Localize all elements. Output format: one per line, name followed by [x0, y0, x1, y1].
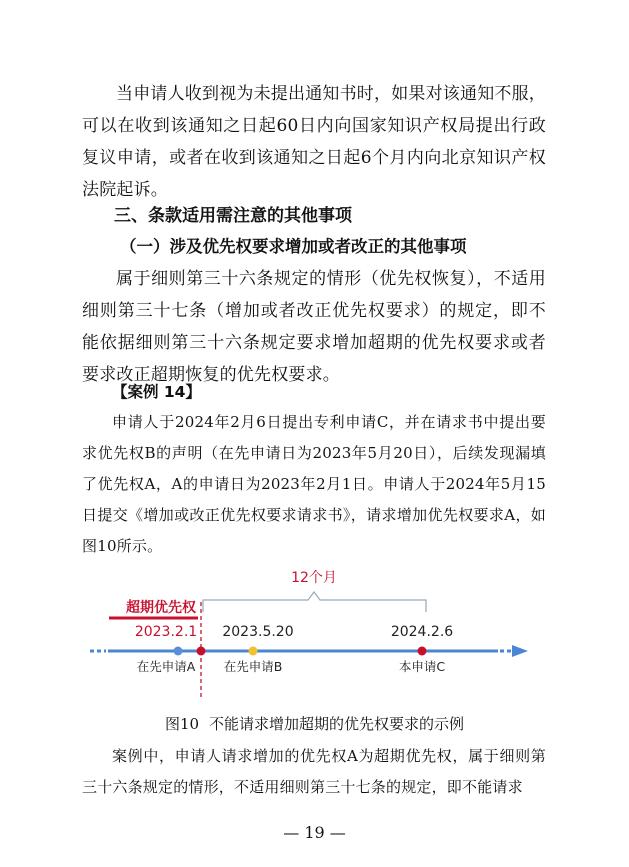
period-label: 12个月 — [291, 570, 337, 586]
label-a: 在先申请A — [136, 659, 196, 674]
axis-arrow-icon — [512, 645, 528, 657]
section-heading: 三、条款适用需注意的其他事项 — [114, 206, 352, 226]
figure-caption — [0, 713, 629, 734]
point-c-dot — [418, 647, 427, 656]
timeline-diagram — [88, 562, 538, 702]
paragraph-3: 申请人于2024年2月6日提出专利申请C，并在请求书中提出要求优先权B的声明（在先申请日为2023年5月20日），后续发现漏填了优先权A，A的申请日为2023年2月1日。申请人于2024年5月15日提交《增加或改正优先权要求请求书》，请求增加优先权要求A，如图10所示。 — [82, 413, 546, 555]
paragraph-1: 当申请人收到视为未提出通知书时，如果对该通知不服，可以在收到该通知之日起60日内向国家知识产权局提出行政复议申请，或者在收到该通知之日起6个月内向北京知识产权法院起诉。 — [82, 84, 546, 200]
point-b-dot — [249, 647, 258, 656]
date-a: 2023.2.1 — [134, 624, 198, 640]
case-title: 【案例 14】 — [112, 383, 201, 401]
paragraph-2: 属于细则第三十六条规定的情形（优先权恢复），不适用细则第三十七条（增加或者改正优先权要求）的规定，即不能依据细则第三十六条规定要求增加超期的优先权要求或者要求改正超期恢复的优先权要求。 — [82, 269, 546, 385]
label-c: 本申请C — [398, 659, 446, 674]
date-c: 2024.2.6 — [390, 624, 454, 640]
cutoff-dot — [197, 647, 206, 656]
subsection-heading: （一）涉及优先权要求增加或者改正的其他事项 — [120, 237, 467, 256]
point-a-dot — [174, 647, 183, 656]
figure-number: 图10 — [164, 715, 200, 733]
period-bracket — [203, 592, 426, 612]
figure-caption-text: 不能请求增加超期的优先权要求的示例 — [209, 715, 465, 733]
date-b: 2023.5.20 — [222, 624, 294, 640]
overdue-label: 超期优先权 — [126, 600, 196, 616]
paragraph-4: 案例中，申请人请求增加的优先权A为超期优先权，属于细则第三十六条规定的情形，不适用细则第三十七条的规定，即不能请求 — [82, 747, 546, 796]
label-b: 在先申请B — [223, 659, 283, 674]
page-number: — 19 — — [283, 823, 346, 842]
